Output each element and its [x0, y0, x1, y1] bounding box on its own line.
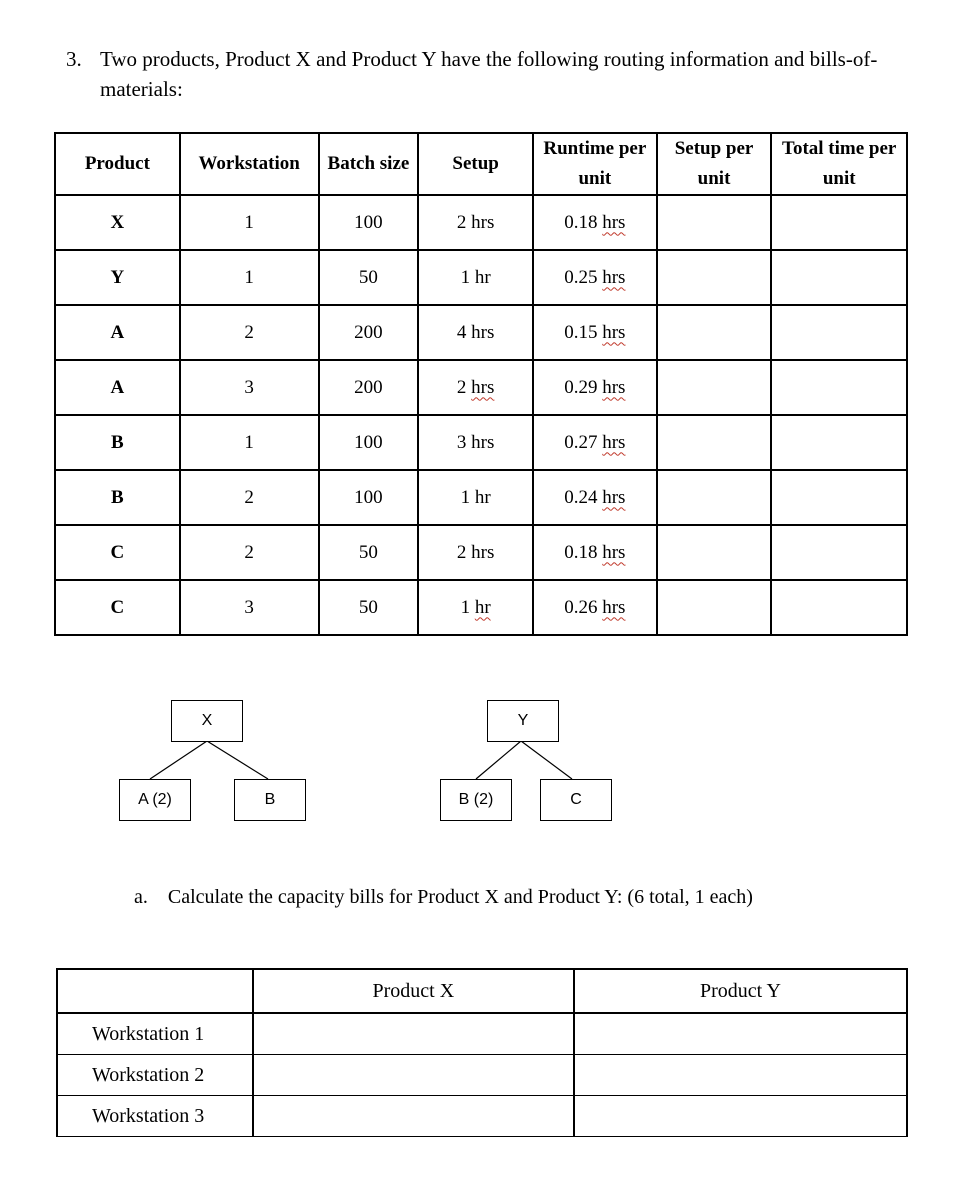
- header-batch-size: Batch size: [319, 133, 419, 195]
- runtime-value: 0.29 hrs: [564, 376, 626, 398]
- bom-x-child-b-node: B: [234, 779, 306, 821]
- bom-x-right-edge: [207, 741, 268, 779]
- bom-y-parent-node: Y: [487, 700, 559, 742]
- unit-text: hrs: [602, 541, 626, 563]
- runtime-value: 0.25 hrs: [564, 266, 626, 288]
- capacity-row-label: Workstation 2: [57, 1055, 253, 1096]
- unit-text: hrs: [602, 486, 626, 508]
- bom-y-right-edge: [521, 741, 572, 779]
- setup-value: 1 hr: [460, 596, 491, 618]
- cell-product: B: [55, 470, 180, 525]
- part-a-question: [134, 886, 753, 909]
- header-total-time-per-unit: Total time per unit: [771, 133, 907, 195]
- cell-setup: 3 hrs: [418, 415, 533, 470]
- table-row: [57, 1013, 907, 1055]
- table-row: [57, 1096, 907, 1137]
- setup-value: 2 hrs: [456, 376, 495, 398]
- unit-text: hrs: [602, 321, 626, 343]
- unit-text: hrs: [471, 376, 495, 398]
- cell-setup: 1 hr: [418, 250, 533, 305]
- part-a-label: a.: [134, 886, 148, 908]
- capacity-cell-product-y[interactable]: [574, 1013, 907, 1055]
- capacity-cell-product-x[interactable]: [253, 1096, 574, 1137]
- unit-text: hrs: [602, 376, 626, 398]
- cell-product: B: [55, 415, 180, 470]
- unit-text: hrs: [602, 211, 626, 233]
- runtime-value: 0.26 hrs: [564, 596, 626, 618]
- unit-text: hrs: [602, 596, 626, 618]
- question-text: Two products, Product X and Product Y have the following routing information and bills-of-materials:: [100, 47, 878, 101]
- capacity-header-product-y: Product Y: [574, 969, 907, 1013]
- unit-text: hrs: [602, 266, 626, 288]
- bom-y-left-edge: [476, 741, 521, 779]
- cell-batch: 50: [319, 580, 419, 635]
- header-runtime-per-unit: Runtime per unit: [533, 133, 657, 195]
- runtime-value: 0.15 hrs: [564, 321, 626, 343]
- cell-product: A: [55, 305, 180, 360]
- header-setup-per-unit: Setup per unit: [657, 133, 772, 195]
- runtime-value: 0.18 hrs: [564, 211, 626, 233]
- cell-workstation: 2: [180, 305, 319, 360]
- unit-text: hr: [474, 596, 491, 618]
- cell-batch: 100: [319, 415, 419, 470]
- cell-workstation: 1: [180, 415, 319, 470]
- capacity-cell-product-x[interactable]: [253, 1013, 574, 1055]
- part-a-text: Calculate the capacity bills for Product X and Product Y: (6 total, 1 each): [167, 886, 753, 908]
- cell-workstation: 1: [180, 195, 319, 250]
- capacity-cell-product-y[interactable]: [574, 1096, 907, 1137]
- cell-workstation: 3: [180, 360, 319, 415]
- question-number: 3.: [66, 47, 82, 71]
- runtime-value: 0.27 hrs: [564, 431, 626, 453]
- cell-batch: 200: [319, 305, 419, 360]
- capacity-header-blank: [57, 969, 253, 1013]
- header-setup: Setup: [418, 133, 533, 195]
- bom-y-child-b-node: B (2): [440, 779, 512, 821]
- header-workstation: Workstation: [180, 133, 319, 195]
- table-row: [57, 1055, 907, 1096]
- cell-setup: 2 hrs: [418, 525, 533, 580]
- cell-workstation: 2: [180, 470, 319, 525]
- header-product: Product: [55, 133, 180, 195]
- cell-batch: 50: [319, 525, 419, 580]
- capacity-row-label: Workstation 3: [57, 1096, 253, 1137]
- runtime-value: 0.24 hrs: [564, 486, 626, 508]
- cell-batch: 200: [319, 360, 419, 415]
- bom-y-child-c-node: C: [540, 779, 612, 821]
- cell-product: A: [55, 360, 180, 415]
- cell-workstation: 2: [180, 525, 319, 580]
- bom-x-parent-node: X: [171, 700, 243, 742]
- capacity-cell-product-x[interactable]: [253, 1055, 574, 1096]
- cell-batch: 100: [319, 470, 419, 525]
- capacity-row-label: Workstation 1: [57, 1013, 253, 1055]
- capacity-bills-table: [56, 968, 908, 1137]
- bom-x-left-edge: [150, 741, 207, 779]
- cell-setup: 2 hrs: [418, 195, 533, 250]
- unit-text: hrs: [602, 431, 626, 453]
- cell-workstation: 3: [180, 580, 319, 635]
- cell-setup: 1 hr: [418, 470, 533, 525]
- cell-setup: 4 hrs: [418, 305, 533, 360]
- cell-product: X: [55, 195, 180, 250]
- cell-product: C: [55, 525, 180, 580]
- capacity-header-row: [57, 969, 907, 1013]
- cell-batch: 50: [319, 250, 419, 305]
- cell-workstation: 1: [180, 250, 319, 305]
- cell-batch: 100: [319, 195, 419, 250]
- capacity-cell-product-y[interactable]: [574, 1055, 907, 1096]
- runtime-value: 0.18 hrs: [564, 541, 626, 563]
- bom-x-child-a-node: A (2): [119, 779, 191, 821]
- capacity-header-product-x: Product X: [253, 969, 574, 1013]
- cell-product: C: [55, 580, 180, 635]
- cell-product: Y: [55, 250, 180, 305]
